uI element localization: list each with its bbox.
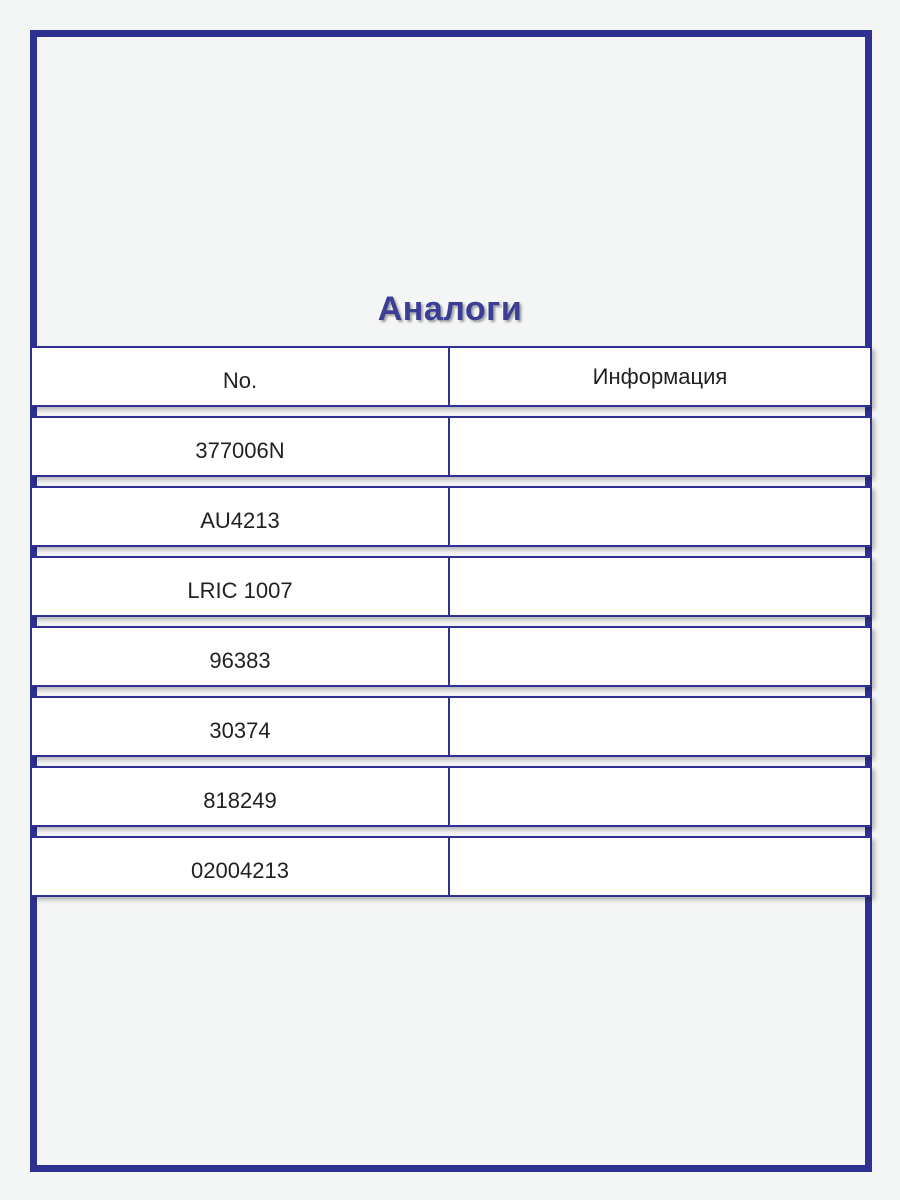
info-cell [450,698,870,755]
table-row [30,836,872,897]
part-number-cell: 02004213 [32,838,450,895]
info-cell [450,838,870,895]
info-cell [450,488,870,545]
part-number-cell: AU4213 [32,488,450,545]
info-cell [450,418,870,475]
table-row [30,416,872,477]
table-row [30,556,872,617]
table-row [30,486,872,547]
table-row [30,696,872,757]
part-number-cell: 30374 [32,698,450,755]
table-row [30,626,872,687]
table-header-row [30,346,872,407]
page-title: Аналоги [377,290,523,328]
info-cell [450,558,870,615]
analogs-table [30,346,872,906]
part-number-cell: 377006N [32,418,450,475]
part-number-cell: 96383 [32,628,450,685]
part-number-cell: LRIC 1007 [32,558,450,615]
column-header-info: Информация [592,363,728,389]
column-header-no: No. [32,348,450,405]
info-cell [450,628,870,685]
part-number-cell: 818249 [32,768,450,825]
table-row [30,766,872,827]
info-cell [450,768,870,825]
